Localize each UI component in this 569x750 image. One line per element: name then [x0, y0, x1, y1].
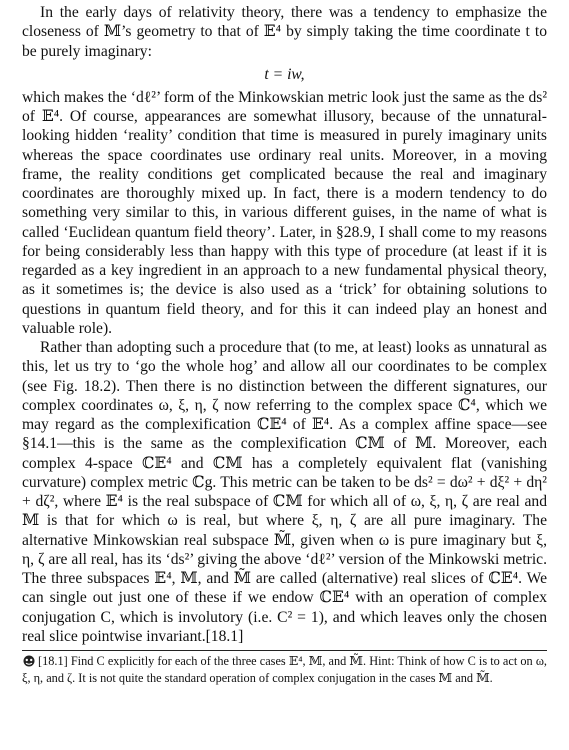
footnote-rule: [22, 650, 547, 651]
equation: t = iw,: [264, 65, 305, 83]
footnote-text: [18.1] Find C explicitly for each of the three cases 𝔼⁴, 𝕄, and 𝕄̃. Hint: Think of how C is to act on ω, ξ, η, and ζ. It is not quite the standard operation of complex conjugation in the cases 𝕄 and 𝕄̃.: [22, 654, 547, 685]
exercise-difficulty-icon: [22, 655, 36, 671]
paragraph-2: which makes the ‘dℓ²’ form of the Minkowskian metric look just the same as the ds² of 𝔼⁴. Of course, appearances are somewhat illusory, because of the unnatural-looking hidden ‘reality’ condition that time is measured in purely imaginary units whereas the space coordinates use ordinary real units. Moreover, in a moving frame, the reality conditions get complicated because the real and imaginary coordinates are thoroughly mixed up. In fact, there is a modern tendency to do something very similar to this, in various different guises, in the name of what is called ‘Euclidean quantum field theory’. Later, in §28.9, I shall come to my reasons for being considerably less than happy with this type of procedure (at least if it is regarded as a key ingredient in an approach to a new fundamental physical theory, as it sometimes is; the device is also used as a ‘trick’ for obtaining solutions to questions in quantum field theory, and for this it can indeed play an honest and valuable role).: [22, 88, 547, 337]
paragraph-1: In the early days of relativity theory, there was a tendency to emphasize the closeness of 𝕄’s geometry to that of 𝔼⁴ by simply taking the time coordinate t to be purely imaginary:: [22, 4, 547, 60]
footnote: [22, 654, 547, 686]
paragraph-3: Rather than adopting such a procedure that (to me, at least) looks as unnatural as this, let us try to ‘go the whole hog’ and allow all our coordinates to be complex (see Fig. 18.2). Then there is no distinction between the different signatures, our complex coordinates ω, ξ, η, ζ now referring to the complex space ℂ⁴, which we may regard as the complexification ℂ𝔼⁴ of 𝔼⁴. As a complex affine space—see §14.1—this is the same as the complexification ℂ𝕄 of 𝕄. Moreover, each complex 4-space ℂ𝔼⁴ and ℂ𝕄 has a completely equivalent flat (vanishing curvature) complex metric ℂg. This metric can be taken to be ds² = dω² + dξ² + dη² + dζ², where 𝔼⁴ is the real subspace of ℂ𝕄 for which all of ω, ξ, η, ζ are real and 𝕄 is that for which ω is real, but where ξ, η, ζ are all pure imaginary. The alternative Minkowskian real subspace 𝕄̃, given when ω is pure imaginary but ξ, η, ζ are all real, has its ‘ds²’ giving the above ‘dℓ²’ version of the Minkowski metric. The three subspaces 𝔼⁴, 𝕄, and 𝕄̃ are called (alternative) real slices of ℂ𝔼⁴. We can single out just one of these if we endow ℂ𝔼⁴ with an operation of complex conjugation C, which is involutory (i.e. C² = 1), and which leaves only the chosen real slice pointwise invariant.[18.1]: [22, 339, 547, 645]
